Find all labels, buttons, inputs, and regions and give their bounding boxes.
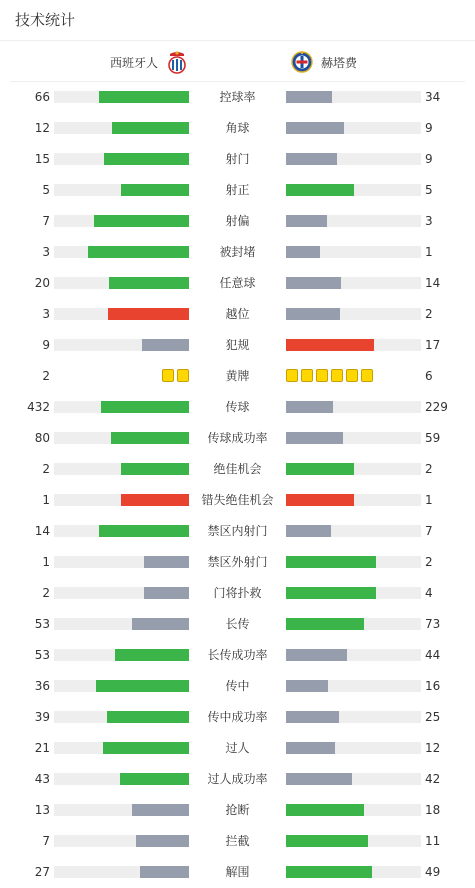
home-bar bbox=[109, 277, 189, 289]
away-bar bbox=[286, 711, 339, 723]
home-bar bbox=[136, 835, 189, 847]
stat-label: 越位 bbox=[225, 307, 250, 321]
yellow-card-icon bbox=[286, 369, 298, 382]
stat-row bbox=[0, 645, 475, 665]
divider bbox=[10, 81, 465, 82]
away-value: 9 bbox=[425, 152, 433, 166]
home-bar bbox=[140, 866, 189, 878]
away-bar bbox=[286, 463, 354, 475]
away-value: 17 bbox=[425, 338, 441, 352]
away-bar bbox=[286, 835, 368, 847]
stat-row bbox=[0, 707, 475, 727]
home-value: 3 bbox=[42, 307, 50, 321]
stat-row bbox=[0, 521, 475, 541]
home-value: 13 bbox=[34, 803, 50, 817]
stat-row bbox=[0, 149, 475, 169]
away-bar-track bbox=[286, 494, 421, 506]
away-bar bbox=[286, 246, 320, 258]
away-bar-track bbox=[286, 184, 421, 196]
home-bar-track bbox=[54, 525, 189, 537]
away-value: 3 bbox=[425, 214, 433, 228]
away-bar-track bbox=[286, 587, 421, 599]
away-bar bbox=[286, 432, 343, 444]
home-bar-track bbox=[54, 308, 189, 320]
away-value: 59 bbox=[425, 431, 441, 445]
away-bar-track bbox=[286, 804, 421, 816]
stat-row bbox=[0, 242, 475, 262]
away-bar-track bbox=[286, 649, 421, 661]
away-bar bbox=[286, 649, 347, 661]
away-value: 5 bbox=[425, 183, 433, 197]
away-bar-track bbox=[286, 401, 421, 413]
home-bar bbox=[112, 122, 189, 134]
away-bar bbox=[286, 556, 376, 568]
away-bar-track bbox=[286, 866, 421, 878]
away-bar bbox=[286, 804, 364, 816]
away-bar bbox=[286, 618, 364, 630]
away-value: 18 bbox=[425, 803, 441, 817]
away-value: 9 bbox=[425, 121, 433, 135]
away-bar-track bbox=[286, 773, 421, 785]
home-bar-track bbox=[54, 463, 189, 475]
away-cards bbox=[286, 369, 421, 383]
home-bar bbox=[96, 680, 189, 692]
away-bar bbox=[286, 525, 331, 537]
away-bar-track bbox=[286, 277, 421, 289]
away-bar bbox=[286, 742, 335, 754]
stat-label: 抢断 bbox=[225, 803, 250, 817]
away-bar-track bbox=[286, 680, 421, 692]
home-value: 15 bbox=[34, 152, 50, 166]
away-value: 1 bbox=[425, 493, 433, 507]
stat-label: 射正 bbox=[225, 183, 250, 197]
stat-row bbox=[0, 87, 475, 107]
stat-label: 传中成功率 bbox=[207, 710, 268, 724]
home-bar-track bbox=[54, 556, 189, 568]
home-value: 43 bbox=[34, 772, 50, 786]
away-bar-track bbox=[286, 525, 421, 537]
away-bar bbox=[286, 401, 333, 413]
home-bar bbox=[121, 184, 189, 196]
stat-row bbox=[0, 490, 475, 510]
away-bar-track bbox=[286, 835, 421, 847]
away-bar bbox=[286, 494, 354, 506]
home-bar bbox=[132, 804, 189, 816]
home-value: 5 bbox=[42, 183, 50, 197]
home-bar-track bbox=[54, 432, 189, 444]
stat-label: 错失绝佳机会 bbox=[201, 493, 274, 507]
stat-label: 禁区外射门 bbox=[207, 555, 268, 569]
away-bar bbox=[286, 215, 327, 227]
away-value: 229 bbox=[425, 400, 448, 414]
stat-label: 长传成功率 bbox=[207, 648, 268, 662]
home-bar bbox=[115, 649, 189, 661]
home-value: 36 bbox=[34, 679, 50, 693]
away-bar bbox=[286, 308, 340, 320]
home-bar-track bbox=[54, 618, 189, 630]
stat-label: 传球成功率 bbox=[207, 431, 268, 445]
away-value: 49 bbox=[425, 865, 441, 879]
home-bar bbox=[94, 215, 189, 227]
away-value: 42 bbox=[425, 772, 441, 786]
stat-row bbox=[0, 583, 475, 603]
stat-row bbox=[0, 304, 475, 324]
away-bar-track bbox=[286, 618, 421, 630]
stat-row bbox=[0, 211, 475, 231]
home-value: 80 bbox=[34, 431, 50, 445]
home-bar bbox=[144, 556, 189, 568]
home-bar-track bbox=[54, 246, 189, 258]
home-bar-track bbox=[54, 91, 189, 103]
away-value: 16 bbox=[425, 679, 441, 693]
away-bar-track bbox=[286, 246, 421, 258]
home-bar-track bbox=[54, 680, 189, 692]
home-bar bbox=[104, 153, 189, 165]
away-value: 6 bbox=[425, 369, 433, 383]
home-team-name: 西班牙人 bbox=[109, 55, 158, 70]
stat-row bbox=[0, 769, 475, 789]
yellow-card-icon bbox=[316, 369, 328, 382]
home-bar bbox=[107, 711, 189, 723]
home-bar bbox=[103, 742, 189, 754]
yellow-card-icon bbox=[331, 369, 343, 382]
away-bar bbox=[286, 184, 354, 196]
home-value: 53 bbox=[34, 617, 50, 631]
away-value: 7 bbox=[425, 524, 433, 538]
away-value: 2 bbox=[425, 555, 433, 569]
home-bar bbox=[144, 587, 189, 599]
stat-label: 解围 bbox=[225, 865, 250, 879]
stat-row bbox=[0, 862, 475, 882]
yellow-card-icon bbox=[301, 369, 313, 382]
away-bar-track bbox=[286, 153, 421, 165]
stat-label: 控球率 bbox=[219, 90, 256, 104]
home-value: 2 bbox=[42, 462, 50, 476]
stat-row bbox=[0, 459, 475, 479]
stat-row bbox=[0, 831, 475, 851]
home-value: 3 bbox=[42, 245, 50, 259]
away-value: 2 bbox=[425, 307, 433, 321]
stat-label: 犯规 bbox=[225, 338, 250, 352]
home-bar bbox=[88, 246, 189, 258]
stat-label: 被封堵 bbox=[219, 245, 256, 259]
home-value: 1 bbox=[42, 555, 50, 569]
home-bar-track bbox=[54, 122, 189, 134]
home-bar bbox=[101, 401, 189, 413]
page-title: 技术统计 bbox=[15, 11, 76, 29]
home-value: 2 bbox=[42, 586, 50, 600]
stat-label: 射偏 bbox=[225, 214, 250, 228]
home-bar-track bbox=[54, 153, 189, 165]
stat-row bbox=[0, 738, 475, 758]
away-value: 73 bbox=[425, 617, 441, 631]
home-bar-track bbox=[54, 277, 189, 289]
away-bar bbox=[286, 680, 328, 692]
stat-label: 任意球 bbox=[219, 276, 256, 290]
home-value: 7 bbox=[42, 834, 50, 848]
stat-row bbox=[0, 676, 475, 696]
divider bbox=[0, 40, 475, 41]
stat-label: 门将扑救 bbox=[213, 586, 262, 600]
home-value: 21 bbox=[34, 741, 50, 755]
stat-row bbox=[0, 273, 475, 293]
stat-label: 传球 bbox=[225, 400, 250, 414]
away-value: 4 bbox=[425, 586, 433, 600]
home-bar-track bbox=[54, 804, 189, 816]
home-bar bbox=[111, 432, 189, 444]
away-bar bbox=[286, 339, 374, 351]
stat-row bbox=[0, 118, 475, 138]
away-value: 2 bbox=[425, 462, 433, 476]
away-bar-track bbox=[286, 339, 421, 351]
away-bar-track bbox=[286, 742, 421, 754]
home-bar bbox=[132, 618, 189, 630]
home-bar-track bbox=[54, 215, 189, 227]
yellow-card-icon bbox=[162, 369, 174, 382]
stat-label: 过人成功率 bbox=[207, 772, 268, 786]
home-bar-track bbox=[54, 494, 189, 506]
home-team[interactable] bbox=[110, 48, 188, 76]
stat-row bbox=[0, 397, 475, 417]
away-bar-track bbox=[286, 432, 421, 444]
teams-header bbox=[0, 48, 475, 76]
home-value: 432 bbox=[27, 400, 50, 414]
stat-row bbox=[0, 335, 475, 355]
home-bar bbox=[99, 525, 189, 537]
away-value: 34 bbox=[425, 90, 441, 104]
away-bar-track bbox=[286, 215, 421, 227]
home-value: 7 bbox=[42, 214, 50, 228]
home-bar-track bbox=[54, 835, 189, 847]
stat-label: 拦截 bbox=[225, 834, 250, 848]
away-bar bbox=[286, 773, 352, 785]
home-value: 39 bbox=[34, 710, 50, 724]
stat-row bbox=[0, 180, 475, 200]
away-bar-track bbox=[286, 556, 421, 568]
home-value: 14 bbox=[34, 524, 50, 538]
home-value: 53 bbox=[34, 648, 50, 662]
espanyol-crest-icon bbox=[166, 50, 188, 74]
away-bar bbox=[286, 153, 337, 165]
stat-label: 角球 bbox=[225, 121, 250, 135]
away-bar-track bbox=[286, 122, 421, 134]
home-bar-track bbox=[54, 587, 189, 599]
home-bar bbox=[99, 91, 189, 103]
stat-label: 过人 bbox=[225, 741, 250, 755]
home-bar-track bbox=[54, 866, 189, 878]
getafe-crest-icon bbox=[291, 50, 313, 74]
home-bar-track bbox=[54, 649, 189, 661]
away-bar bbox=[286, 866, 372, 878]
yellow-card-icon bbox=[346, 369, 358, 382]
away-bar bbox=[286, 91, 332, 103]
home-bar bbox=[142, 339, 189, 351]
stat-row bbox=[0, 366, 475, 386]
away-bar bbox=[286, 277, 341, 289]
stat-row bbox=[0, 552, 475, 572]
away-bar-track bbox=[286, 463, 421, 475]
stat-row bbox=[0, 428, 475, 448]
home-value: 9 bbox=[42, 338, 50, 352]
home-bar bbox=[120, 773, 189, 785]
home-bar bbox=[121, 494, 189, 506]
stat-row bbox=[0, 800, 475, 820]
stat-label: 传中 bbox=[225, 679, 250, 693]
stat-label: 黄牌 bbox=[225, 369, 250, 383]
away-value: 12 bbox=[425, 741, 441, 755]
stat-label: 绝佳机会 bbox=[213, 462, 262, 476]
away-value: 14 bbox=[425, 276, 441, 290]
yellow-card-icon bbox=[177, 369, 189, 382]
home-value: 20 bbox=[34, 276, 50, 290]
home-value: 2 bbox=[42, 369, 50, 383]
yellow-card-icon bbox=[361, 369, 373, 382]
home-value: 1 bbox=[42, 493, 50, 507]
stat-row bbox=[0, 614, 475, 634]
home-bar bbox=[108, 308, 189, 320]
away-value: 25 bbox=[425, 710, 441, 724]
home-bar-track bbox=[54, 711, 189, 723]
home-value: 27 bbox=[34, 865, 50, 879]
away-team[interactable] bbox=[291, 48, 357, 76]
stat-label: 禁区内射门 bbox=[207, 524, 268, 538]
home-value: 66 bbox=[34, 90, 50, 104]
away-bar-track bbox=[286, 308, 421, 320]
away-bar-track bbox=[286, 711, 421, 723]
home-value: 12 bbox=[34, 121, 50, 135]
stat-label: 长传 bbox=[225, 617, 250, 631]
home-bar-track bbox=[54, 339, 189, 351]
home-bar-track bbox=[54, 773, 189, 785]
away-value: 1 bbox=[425, 245, 433, 259]
away-value: 11 bbox=[425, 834, 441, 848]
away-team-name: 赫塔费 bbox=[321, 55, 358, 70]
home-bar-track bbox=[54, 742, 189, 754]
home-bar-track bbox=[54, 184, 189, 196]
stat-label: 射门 bbox=[225, 152, 250, 166]
away-value: 44 bbox=[425, 648, 441, 662]
home-bar-track bbox=[54, 401, 189, 413]
away-bar bbox=[286, 587, 376, 599]
away-bar-track bbox=[286, 91, 421, 103]
away-bar bbox=[286, 122, 344, 134]
home-cards bbox=[54, 369, 189, 383]
home-bar bbox=[121, 463, 189, 475]
